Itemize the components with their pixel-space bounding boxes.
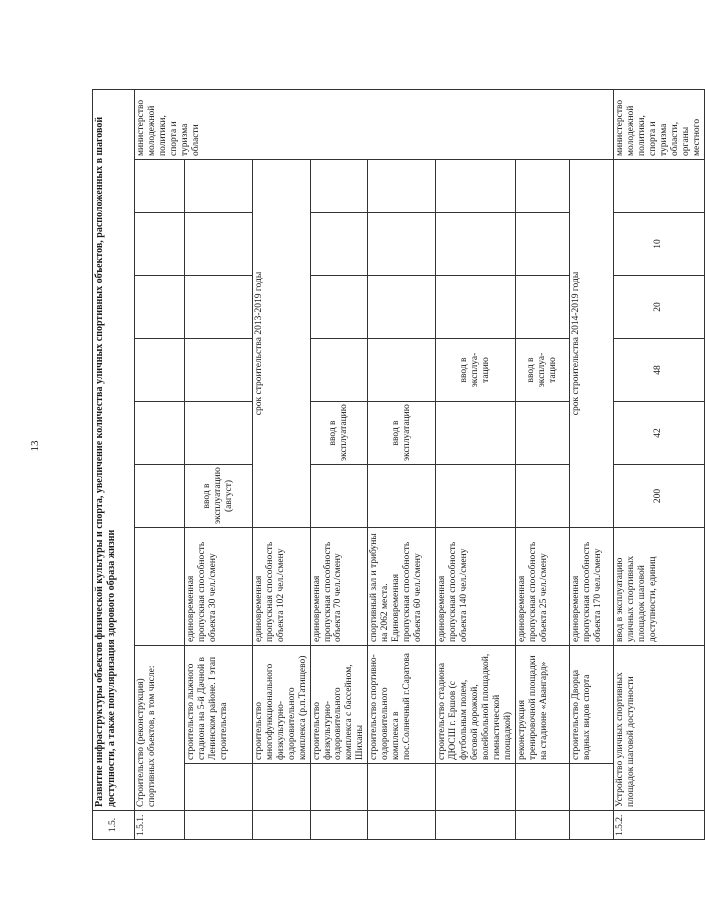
indicator: единовременная пропускная способность объекта 30 чел./смену — [185, 528, 253, 646]
year-cell: ввод в эксплуатацию — [310, 402, 368, 465]
program-table — [92, 89, 705, 840]
object-name: строительство Дворца водных видов спорта — [570, 646, 614, 764]
table-row — [253, 89, 311, 839]
table-row — [436, 89, 516, 839]
object-name: строительство физкультурно-оздоровительного комплекса с бассейном, Шиханы — [310, 646, 368, 764]
section-title: Развитие инфраструктуры объектов физической культуры и спорта, увеличение количества уличных спортивных объектов, расположенных в шаговой доступности, а также популяризация здорового образа жизни — [93, 89, 135, 810]
responsible: министерство молодежной политики, спорта и туризма области — [135, 89, 614, 159]
object-name: строительство стадиона ДЮСШ г. Ершов (с футбольным полем, беговой дорожкой, волейбольной площадкой, гимнастической площадкой) — [436, 646, 516, 764]
table-row — [310, 89, 368, 839]
rotated-table-container — [92, 90, 702, 840]
table-row — [570, 89, 614, 839]
value-cell: 200 — [614, 465, 704, 528]
indicator: единовременная пропускная способность объекта 170 чел./смену — [570, 528, 614, 646]
indicator: единовременная пропускная способность объекта 70 чел./смену — [310, 528, 368, 646]
object-name: строительство многофункционального физкультурно-оздоровительного комплекса (р.п.Татищево) — [253, 646, 311, 764]
indicator: спортивный зал и трибуны на 2062 места. Единовременная пропускная способность объекта 60 чел./смену — [368, 528, 436, 646]
item-number: 1.5.2. — [614, 811, 704, 840]
table-row — [135, 89, 185, 839]
item-name: Строительство (реконструкция) спортивных объектов, в том числе: — [135, 646, 185, 811]
value-cell: 42 — [614, 402, 704, 465]
table-row — [368, 89, 436, 839]
value-cell: 48 — [614, 339, 704, 402]
year-cell: ввод в эксплуа-тацию — [436, 339, 516, 402]
table-row — [185, 89, 253, 839]
table-row — [516, 89, 570, 839]
object-name: строительство лыжного стадиона на 5-й Дачной в Ленинском районе. I этап строительства — [185, 646, 253, 764]
year-cell: ввод в эксплуатацию (август) — [185, 465, 253, 528]
indicator: единовременная пропускная способность объекта 140 чел./смену — [436, 528, 516, 646]
year-cell: ввод в эксплуа-тацию — [516, 339, 570, 402]
section-row — [93, 89, 135, 839]
section-number: 1.5. — [93, 811, 135, 840]
indicator: ввод в эксплуатацию уличных спортивных площадок шаговой доступности, единиц — [614, 528, 704, 646]
value-cell: 10 — [614, 213, 704, 276]
item-number: 1.5.1. — [135, 811, 185, 840]
object-name: реконструкция тренировочной площадки на стадионе «Авангард» — [516, 646, 570, 764]
year-cell: ввод в эксплуатацию — [368, 402, 436, 465]
item-name: Устройство уличных спортивных площадок шаговой доступности — [614, 646, 704, 811]
indicator: единовременная пропускная способность объекта 102 чел./смену — [253, 528, 311, 646]
responsible: министерство молодежной политики, спорта и туризма области, органы местного — [614, 89, 704, 159]
table-row — [614, 89, 704, 839]
period-cell: срок строительства 2013-2019 годы — [253, 160, 311, 528]
indicator: единовременная пропускная способность объекта 25 чел./смену — [516, 528, 570, 646]
page-number: 13 — [29, 440, 41, 452]
value-cell: 20 — [614, 276, 704, 339]
object-name: строительство спортивно-оздоровительного комплекса в пос.Солнечный г.Саратова — [368, 646, 436, 764]
period-cell: срок строительства 2014-2019 годы — [570, 160, 614, 528]
